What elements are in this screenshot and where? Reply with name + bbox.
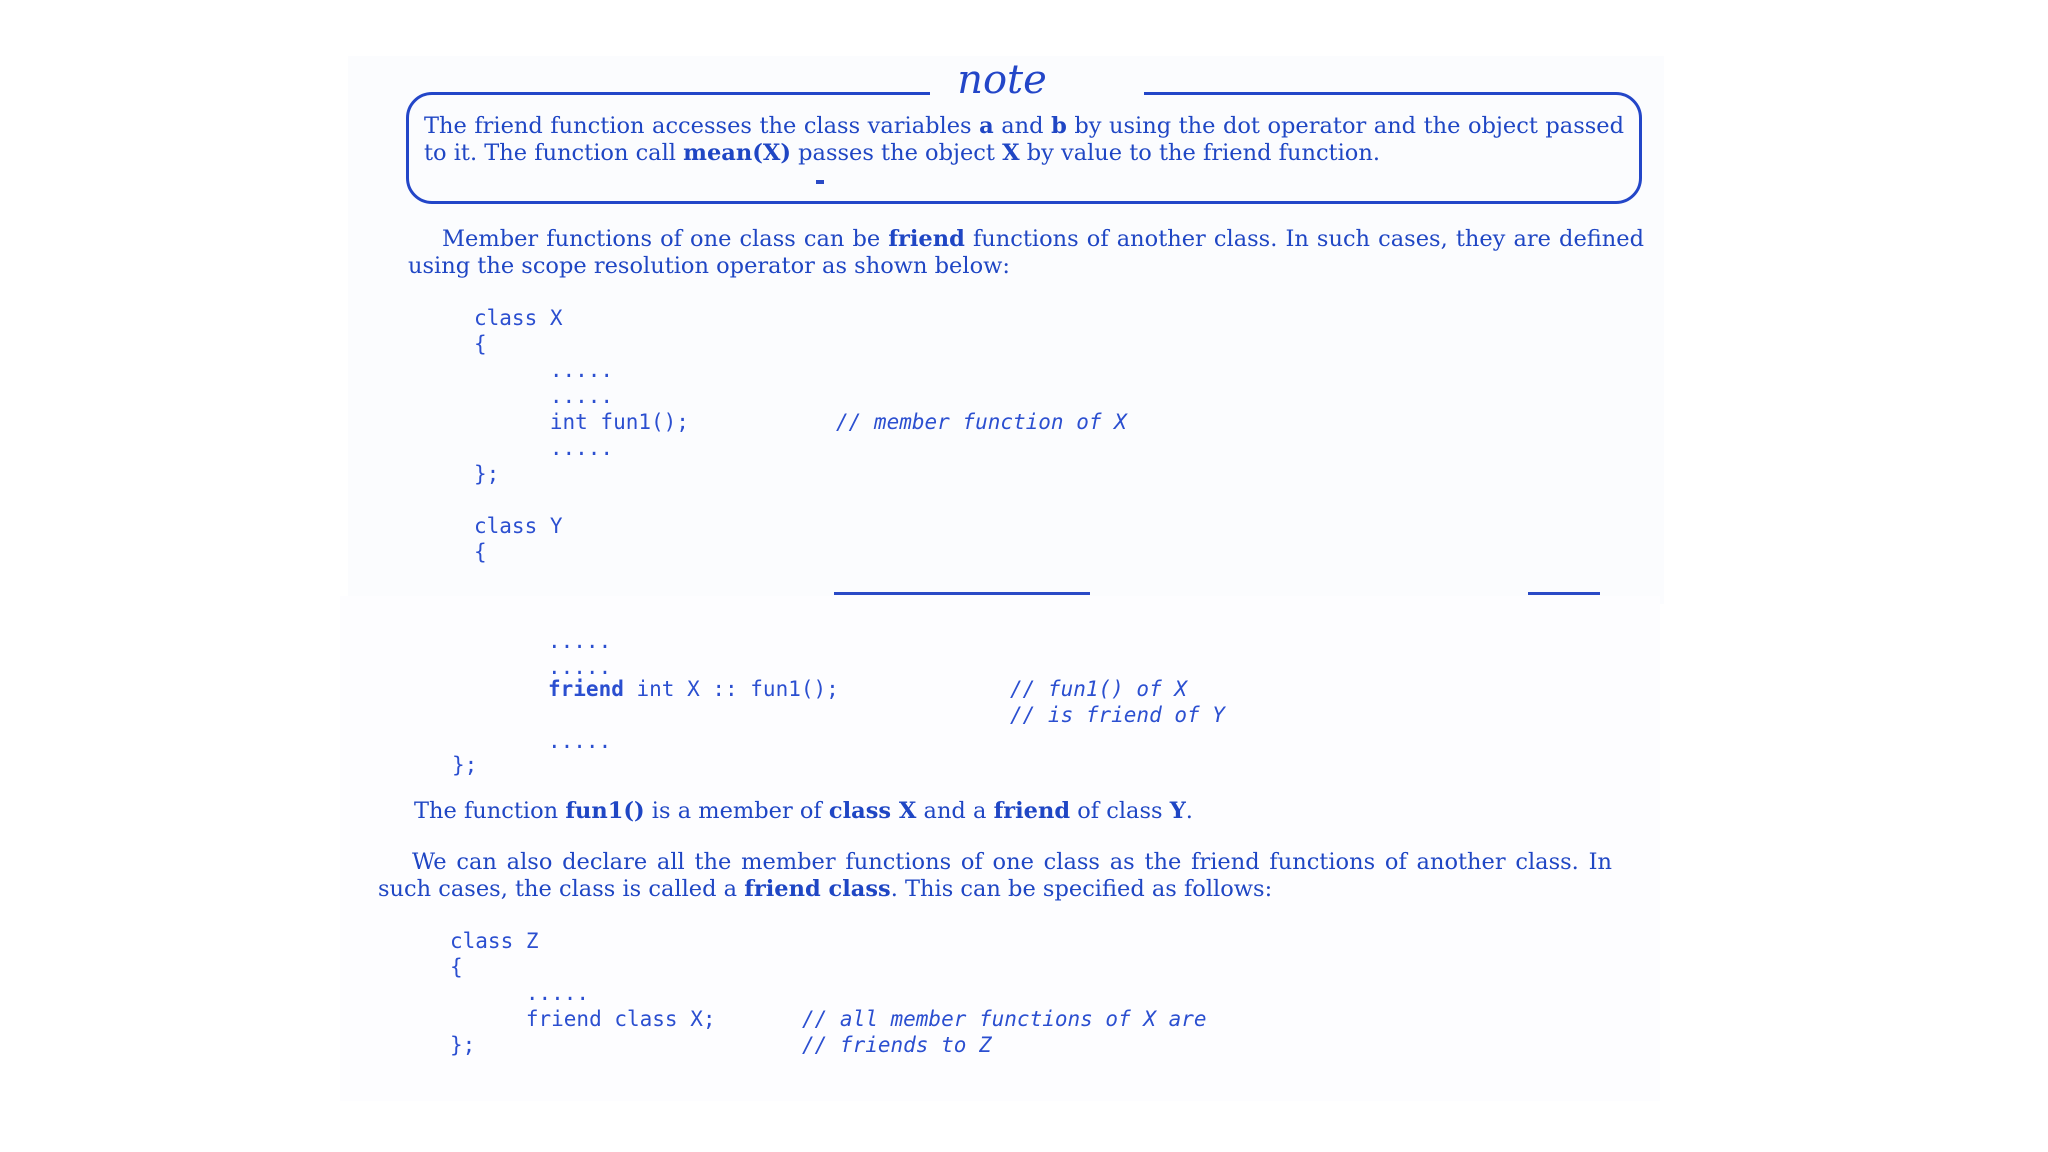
code-line [474,487,689,513]
code-line: }; [474,462,500,486]
code-line: { [474,332,487,356]
text-run: We can also declare all the member functions of one class as the friend functions of another class. In such cases, the class is called a [378,849,1612,902]
code-line: class Z [450,929,539,953]
text-run: . [1185,798,1193,824]
code-comment-all-members: // all member functions of X are [802,1007,1207,1031]
code-dots: ..... [548,629,612,653]
code-line: friend class X; [450,1007,716,1031]
text-run: passes the object [790,140,1003,166]
code-line: { [450,955,463,979]
code-closing-brace: }; [452,753,478,777]
text-run: is a member of [644,798,829,824]
paragraph-friend-class [378,849,1612,903]
scan-speck [816,180,824,184]
code-dots: ..... [548,729,612,753]
code-line: ..... [474,436,614,460]
text-run: The function [414,798,566,824]
note-text [424,113,1624,167]
code-block-class-x [474,305,689,565]
code-friend-declaration [548,676,839,702]
text-run: and a [916,798,994,824]
bold-term: friend class [744,876,891,902]
code-line: { [474,540,487,564]
paragraph-fun1-member [414,798,1654,825]
text-run: . This can be specified as follows: [890,876,1273,902]
code-line: ..... [474,384,614,408]
code-comment-friends-to-z: // friends to Z [802,1033,992,1057]
text-run: by using the dot operator and the object passed to it. The function call [424,113,1625,166]
code-comment-member-function: // member function of X [836,410,1127,434]
bold-term: a [979,113,994,139]
code-block-class-z [450,928,716,1058]
code-line: }; [450,1033,476,1057]
bold-term: friend [993,798,1071,824]
text-run: by value to the friend function. [1019,140,1380,166]
bold-term: fun1() [565,798,645,824]
bold-term: mean(X) [683,140,791,166]
code-line: ..... [474,358,614,382]
text-run: and [993,113,1052,139]
page-header-rule [834,592,1090,595]
code-line: int fun1(); [474,410,689,434]
text-run: Member functions of one class can be [442,226,889,252]
text-run: functions of another class. In such cases, they are defined using the scope resolution operator as shown below: [408,226,1644,279]
bold-term: class X [828,798,917,824]
code-comment-fun1: // fun1() of X [1010,677,1188,701]
code-comment-friend-of-y: // is friend of Y [1010,703,1225,727]
code-dots: ..... [548,655,612,679]
code-line: ..... [450,981,590,1005]
bold-term: X [1002,140,1020,166]
code-line: class X [474,306,563,330]
code-line: class Y [474,514,563,538]
text-run: of class [1070,798,1170,824]
bold-term: Y [1169,798,1186,824]
page-header-rule-right [1528,592,1600,595]
bold-term: b [1051,113,1067,139]
text-run: The friend function accesses the class variables [424,113,980,139]
note-title: note [957,57,1047,103]
friend-keyword: friend [548,677,624,701]
friend-declaration-rest: int X :: fun1(); [623,677,839,701]
bold-term: friend [888,226,965,252]
paragraph-friend-member-functions [408,226,1644,280]
